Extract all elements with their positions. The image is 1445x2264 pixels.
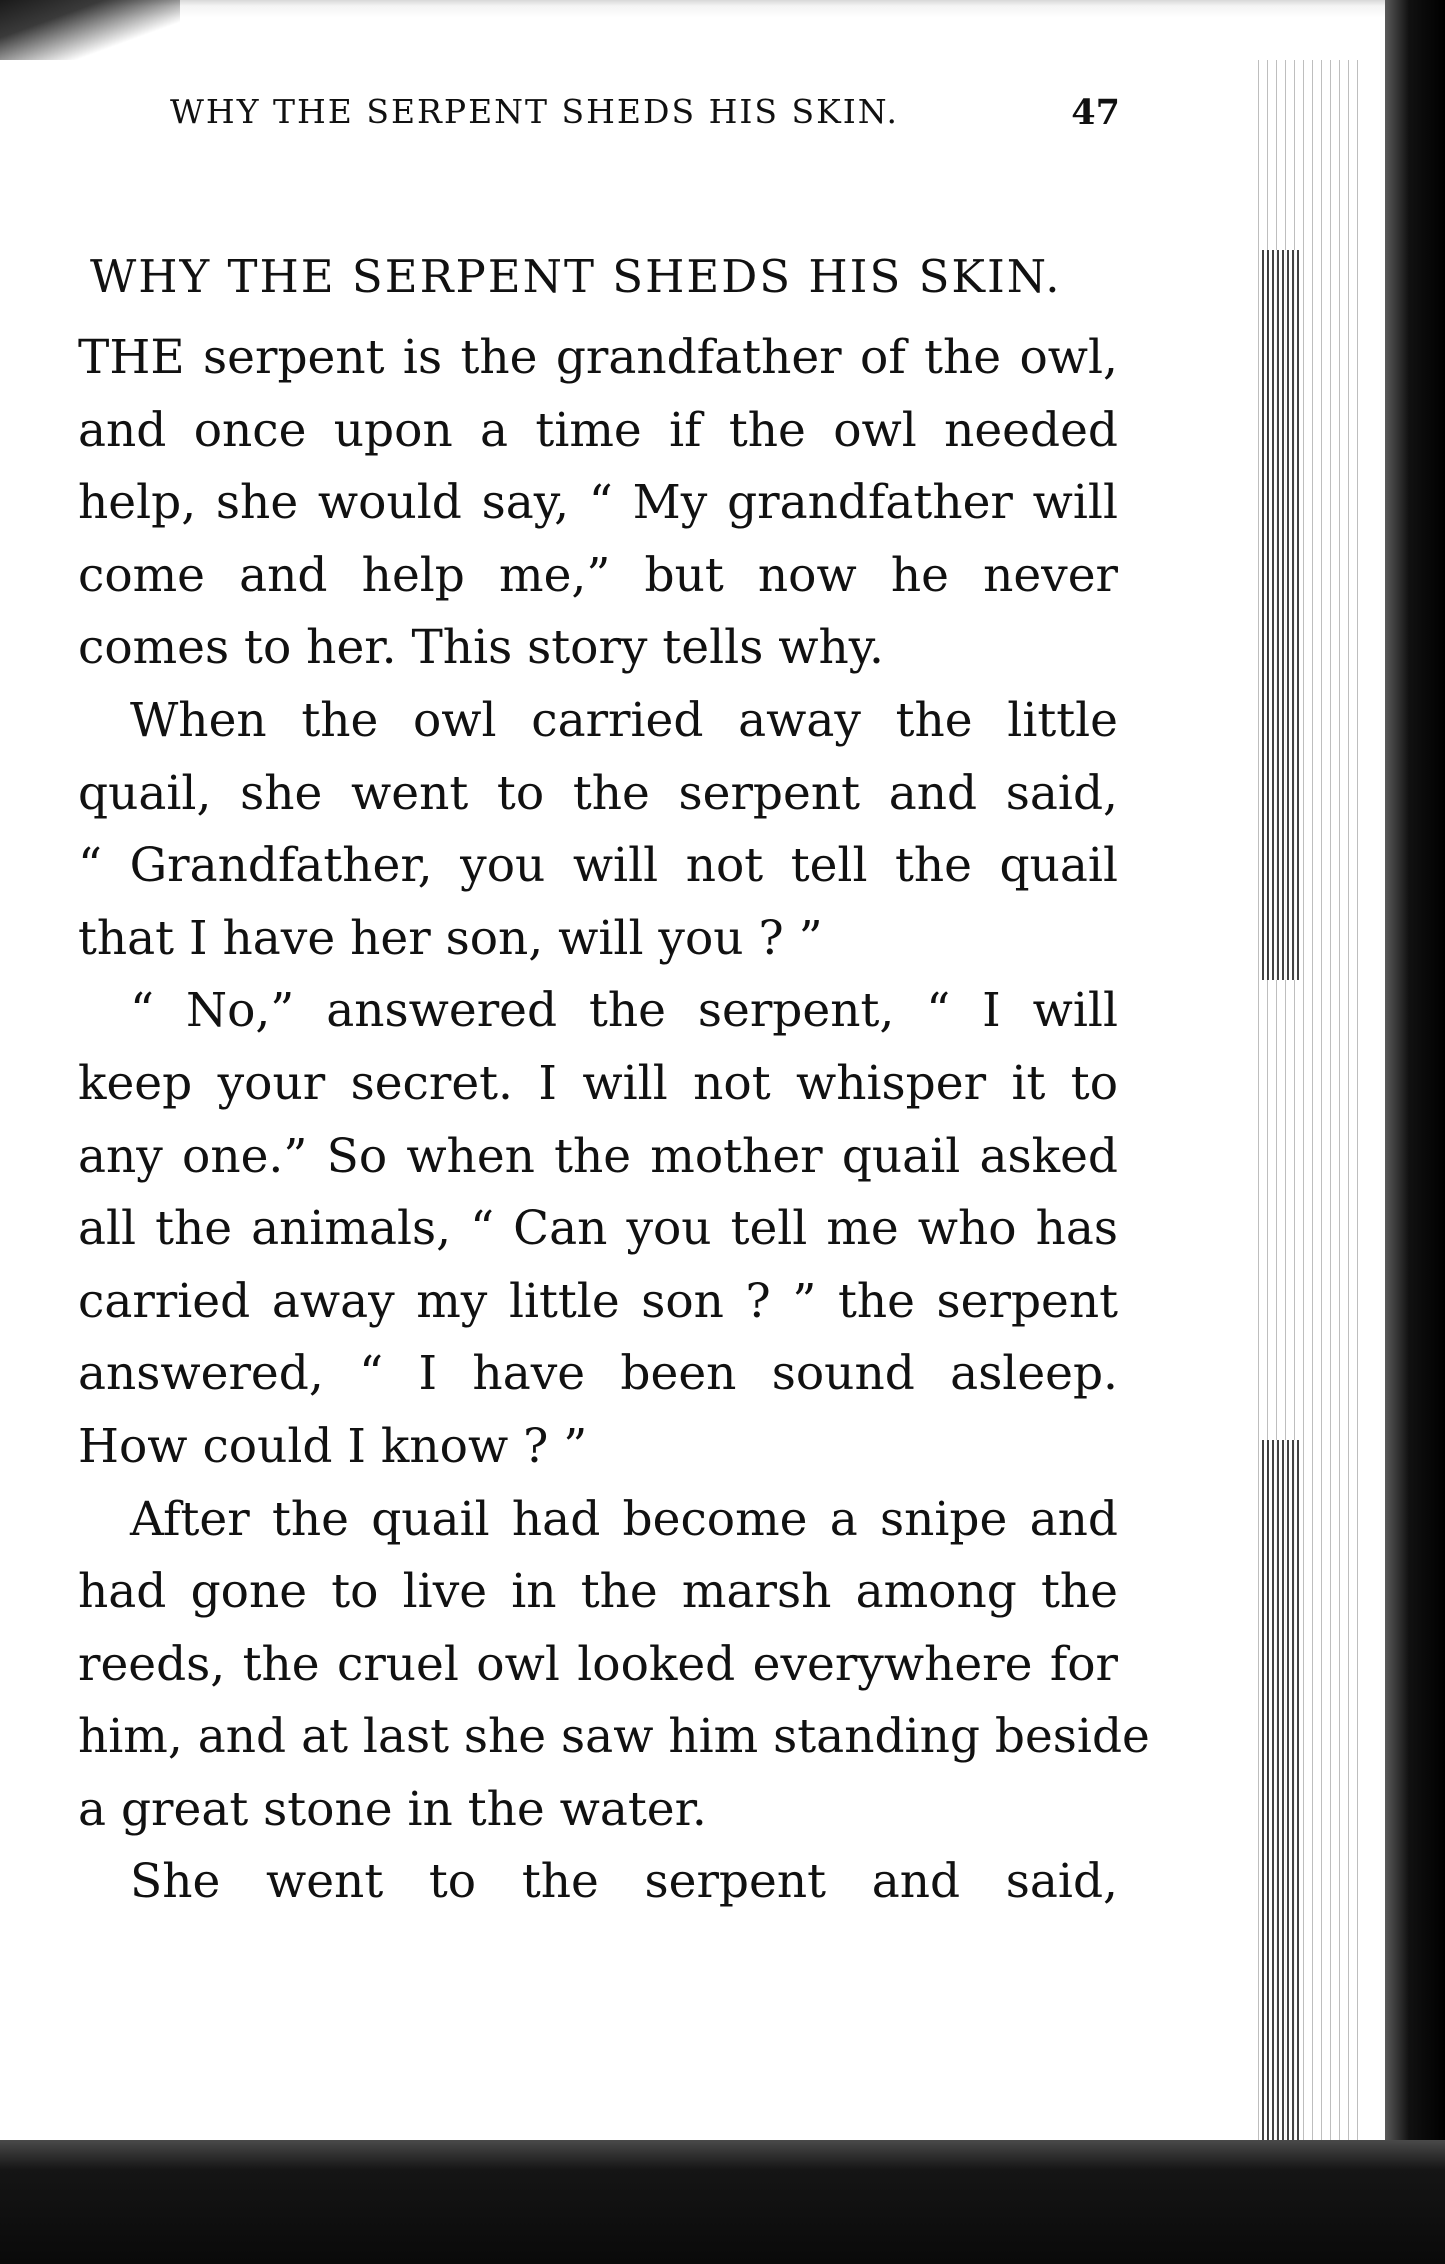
scan-right-band-lower <box>1262 1440 1302 2170</box>
text-line: any one.” So when the mother quail asked <box>78 1128 1118 1184</box>
text-line: After the quail had become a snipe and <box>130 1491 1118 1547</box>
text-line: help, she would say, “ My grandfather will <box>78 475 1118 531</box>
text-line: She went to the serpent and said, <box>130 1854 1118 1910</box>
text-line: all the animals, “ Can you tell me who has <box>78 1201 1118 1257</box>
text-line: and once upon a time if the owl needed <box>78 402 1118 458</box>
text-line: answered, “ I have been sound asleep. <box>78 1346 1118 1402</box>
running-head <box>170 92 1120 142</box>
text-line: “ Grandfather, you will not tell the quail <box>78 838 1118 894</box>
text-line: that I have her son, will you ? ” <box>78 910 823 966</box>
text-line: How could I know ? ” <box>78 1418 588 1474</box>
text-line: come and help me,” but now he never <box>78 547 1118 603</box>
text-line: quail, she went to the serpent and said, <box>78 765 1118 821</box>
scan-right-edge-shadow <box>1385 0 1445 2264</box>
text-line: had gone to live in the marsh among the <box>78 1564 1118 1620</box>
running-head-title: WHY THE SERPENT SHEDS HIS SKIN. <box>170 92 900 131</box>
scan-right-band-upper <box>1262 250 1302 980</box>
scan-top-corner-shadow <box>0 0 180 60</box>
chapter-title: WHY THE SERPENT SHEDS HIS SKIN. <box>90 250 1062 303</box>
text-line: carried away my little son ? ” the serpent <box>78 1273 1118 1329</box>
body-text <box>78 322 1150 1919</box>
text-line: him, and at last she saw him standing beside <box>78 1709 1150 1765</box>
page-number: 47 <box>1071 92 1120 133</box>
text-line: keep your secret. I will not whisper it to <box>78 1055 1118 1111</box>
text-line: a great stone in the water. <box>78 1781 707 1837</box>
text-line: When the owl carried away the little <box>130 692 1118 748</box>
scan-top-edge <box>0 0 1445 18</box>
text-line: “ No,” answered the serpent, “ I will <box>130 983 1118 1039</box>
text-line: THE serpent is the grandfather of the owl, <box>78 330 1118 385</box>
text-line: reeds, the cruel owl looked everywhere for <box>78 1636 1118 1692</box>
scan-bottom-edge-shadow <box>0 2140 1445 2264</box>
text-line: comes to her. This story tells why. <box>78 620 884 676</box>
